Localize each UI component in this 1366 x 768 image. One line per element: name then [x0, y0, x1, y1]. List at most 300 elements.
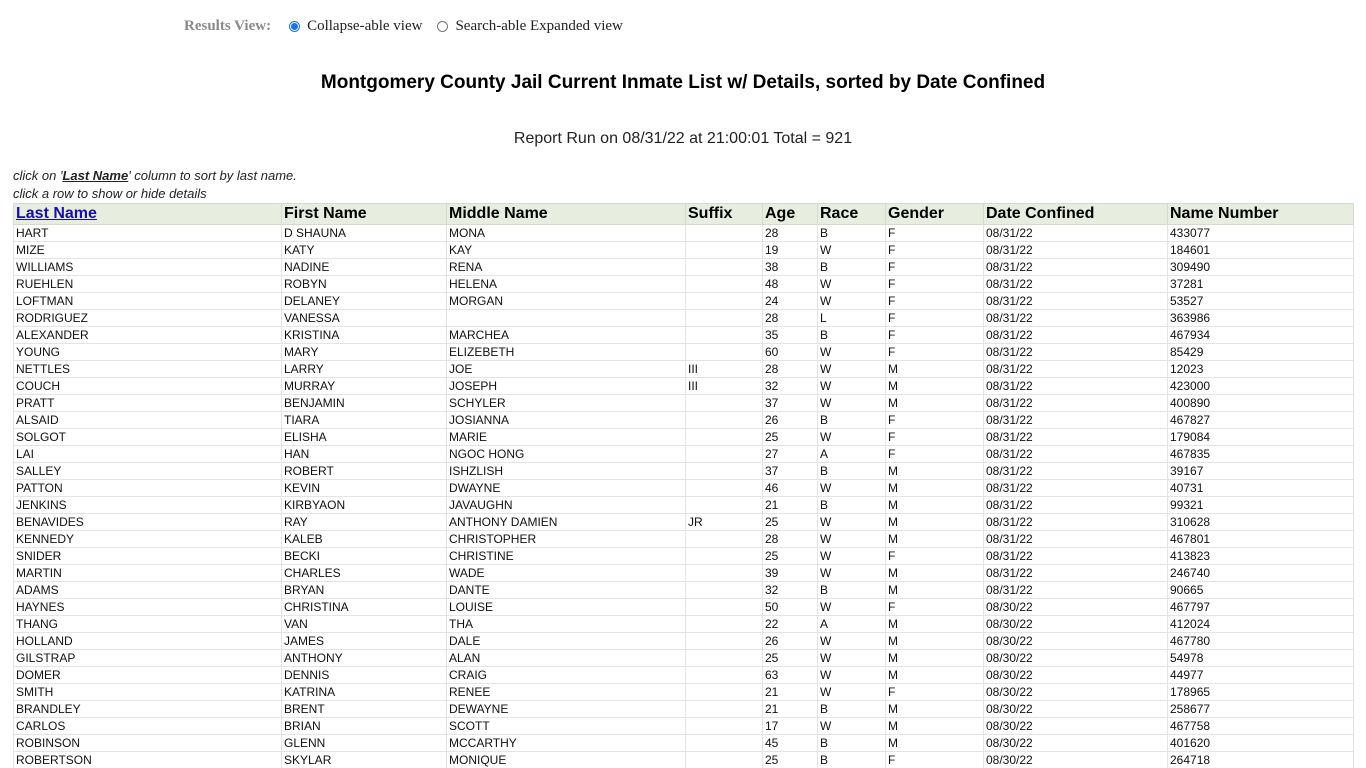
column-header-gender: Gender	[886, 204, 984, 225]
cell-date-confined: 08/30/22	[984, 718, 1168, 735]
cell-middle-name: JAVAUGHN	[447, 497, 686, 514]
cell-gender: M	[886, 480, 984, 497]
cell-suffix	[686, 667, 763, 684]
cell-suffix	[686, 395, 763, 412]
cell-date-confined: 08/31/22	[984, 463, 1168, 480]
results-view-selector	[184, 15, 638, 37]
cell-name-number: 467758	[1168, 718, 1354, 735]
cell-last-name: ADAMS	[14, 582, 282, 599]
cell-middle-name: CRAIG	[447, 667, 686, 684]
cell-suffix	[686, 582, 763, 599]
cell-last-name: WILLIAMS	[14, 259, 282, 276]
cell-last-name: DOMER	[14, 667, 282, 684]
cell-date-confined: 08/31/22	[984, 582, 1168, 599]
cell-age: 35	[763, 327, 818, 344]
cell-date-confined: 08/31/22	[984, 412, 1168, 429]
cell-first-name: BECKI	[282, 548, 447, 565]
table-row[interactable]	[14, 684, 1354, 701]
cell-age: 50	[763, 599, 818, 616]
cell-middle-name: ELIZEBETH	[447, 344, 686, 361]
cell-first-name: VAN	[282, 616, 447, 633]
cell-age: 60	[763, 344, 818, 361]
table-row[interactable]	[14, 752, 1354, 768]
cell-date-confined: 08/31/22	[984, 446, 1168, 463]
cell-middle-name: ALAN	[447, 650, 686, 667]
cell-last-name: ALEXANDER	[14, 327, 282, 344]
cell-suffix	[686, 616, 763, 633]
cell-age: 22	[763, 616, 818, 633]
cell-age: 37	[763, 395, 818, 412]
cell-date-confined: 08/31/22	[984, 395, 1168, 412]
cell-gender: M	[886, 497, 984, 514]
table-row[interactable]	[14, 310, 1354, 327]
table-row[interactable]	[14, 650, 1354, 667]
table-row[interactable]	[14, 633, 1354, 650]
column-header-date-confined: Date Confined	[984, 204, 1168, 225]
cell-age: 39	[763, 565, 818, 582]
cell-name-number: 258677	[1168, 701, 1354, 718]
report-run-info: Report Run on 08/31/22 at 21:00:01 Total = 921	[513, 130, 853, 147]
cell-suffix	[686, 293, 763, 310]
cell-race: W	[818, 565, 886, 582]
column-header-name-number: Name Number	[1168, 204, 1354, 225]
cell-date-confined: 08/31/22	[984, 259, 1168, 276]
cell-last-name: HART	[14, 225, 282, 242]
cell-race: W	[818, 514, 886, 531]
cell-date-confined: 08/31/22	[984, 514, 1168, 531]
cell-middle-name: ISHZLISH	[447, 463, 686, 480]
cell-gender: M	[886, 718, 984, 735]
cell-first-name: ELISHA	[282, 429, 447, 446]
table-row[interactable]	[14, 446, 1354, 463]
column-header-race: Race	[818, 204, 886, 225]
cell-first-name: BENJAMIN	[282, 395, 447, 412]
cell-last-name: BENAVIDES	[14, 514, 282, 531]
cell-age: 45	[763, 735, 818, 752]
cell-suffix	[686, 242, 763, 259]
cell-last-name: RUEHLEN	[14, 276, 282, 293]
cell-date-confined: 08/31/22	[984, 293, 1168, 310]
cell-gender: M	[886, 361, 984, 378]
cell-last-name: SALLEY	[14, 463, 282, 480]
cell-race: A	[818, 446, 886, 463]
cell-first-name: HAN	[282, 446, 447, 463]
cell-suffix	[686, 735, 763, 752]
cell-date-confined: 08/31/22	[984, 361, 1168, 378]
table-row[interactable]	[14, 429, 1354, 446]
cell-first-name: KALEB	[282, 531, 447, 548]
cell-age: 46	[763, 480, 818, 497]
cell-last-name: SMITH	[14, 684, 282, 701]
table-row[interactable]	[14, 548, 1354, 565]
cell-last-name: PATTON	[14, 480, 282, 497]
cell-suffix	[686, 310, 763, 327]
cell-date-confined: 08/31/22	[984, 480, 1168, 497]
cell-name-number: 179084	[1168, 429, 1354, 446]
cell-suffix	[686, 327, 763, 344]
cell-date-confined: 08/31/22	[984, 531, 1168, 548]
cell-middle-name: MONIQUE	[447, 752, 686, 768]
cell-age: 37	[763, 463, 818, 480]
cell-name-number: 264718	[1168, 752, 1354, 768]
cell-race: W	[818, 378, 886, 395]
cell-name-number: 423000	[1168, 378, 1354, 395]
cell-last-name: LOFTMAN	[14, 293, 282, 310]
cell-gender: F	[886, 276, 984, 293]
cell-suffix	[686, 599, 763, 616]
cell-middle-name: SCOTT	[447, 718, 686, 735]
table-row[interactable]	[14, 378, 1354, 395]
cell-date-confined: 08/30/22	[984, 701, 1168, 718]
cell-middle-name: LOUISE	[447, 599, 686, 616]
cell-suffix	[686, 650, 763, 667]
cell-race: B	[818, 327, 886, 344]
cell-name-number: 413823	[1168, 548, 1354, 565]
cell-last-name: LAI	[14, 446, 282, 463]
cell-gender: M	[886, 701, 984, 718]
column-header-age: Age	[763, 204, 818, 225]
cell-middle-name: MARIE	[447, 429, 686, 446]
cell-name-number: 39167	[1168, 463, 1354, 480]
cell-name-number: 433077	[1168, 225, 1354, 242]
table-row[interactable]	[14, 616, 1354, 633]
table-row[interactable]	[14, 718, 1354, 735]
cell-middle-name	[447, 310, 686, 327]
cell-middle-name: CHRISTINE	[447, 548, 686, 565]
cell-name-number: 467934	[1168, 327, 1354, 344]
cell-middle-name: DALE	[447, 633, 686, 650]
cell-age: 63	[763, 667, 818, 684]
table-row[interactable]	[14, 225, 1354, 242]
collapsible-view-option[interactable]	[289, 18, 422, 35]
cell-race: B	[818, 463, 886, 480]
cell-last-name: ROBINSON	[14, 735, 282, 752]
cell-last-name: GILSTRAP	[14, 650, 282, 667]
cell-race: B	[818, 582, 886, 599]
cell-first-name: CHARLES	[282, 565, 447, 582]
cell-name-number: 178965	[1168, 684, 1354, 701]
cell-name-number: 53527	[1168, 293, 1354, 310]
table-row[interactable]	[14, 259, 1354, 276]
cell-middle-name: DANTE	[447, 582, 686, 599]
cell-race: W	[818, 293, 886, 310]
cell-age: 25	[763, 548, 818, 565]
cell-gender: F	[886, 684, 984, 701]
column-header-last-name[interactable]: Last Name	[14, 204, 282, 225]
cell-last-name: CARLOS	[14, 718, 282, 735]
cell-last-name: SNIDER	[14, 548, 282, 565]
cell-suffix: III	[686, 378, 763, 395]
table-row[interactable]	[14, 412, 1354, 429]
cell-gender: M	[886, 531, 984, 548]
cell-race: B	[818, 752, 886, 768]
table-row[interactable]	[14, 514, 1354, 531]
sort-hint-prefix: click on '	[13, 168, 63, 183]
cell-first-name: BRENT	[282, 701, 447, 718]
cell-race: L	[818, 310, 886, 327]
cell-suffix: III	[686, 361, 763, 378]
cell-gender: F	[886, 752, 984, 768]
cell-name-number: 37281	[1168, 276, 1354, 293]
cell-name-number: 44977	[1168, 667, 1354, 684]
cell-race: W	[818, 599, 886, 616]
cell-age: 21	[763, 684, 818, 701]
cell-date-confined: 08/31/22	[984, 344, 1168, 361]
cell-middle-name: THA	[447, 616, 686, 633]
sort-hint-suffix: ' column to sort by last name.	[128, 168, 297, 183]
cell-first-name: JAMES	[282, 633, 447, 650]
cell-first-name: SKYLAR	[282, 752, 447, 768]
cell-name-number: 54978	[1168, 650, 1354, 667]
cell-age: 25	[763, 752, 818, 768]
cell-race: W	[818, 667, 886, 684]
cell-suffix	[686, 463, 763, 480]
table-row[interactable]	[14, 667, 1354, 684]
cell-date-confined: 08/31/22	[984, 565, 1168, 582]
cell-race: W	[818, 395, 886, 412]
cell-name-number: 467780	[1168, 633, 1354, 650]
cell-race: B	[818, 735, 886, 752]
cell-first-name: DELANEY	[282, 293, 447, 310]
cell-gender: F	[886, 599, 984, 616]
cell-suffix	[686, 259, 763, 276]
cell-race: W	[818, 718, 886, 735]
cell-race: W	[818, 242, 886, 259]
sort-hint-link: Last Name	[62, 168, 129, 183]
column-header-middle-name: Middle Name	[447, 204, 686, 225]
cell-suffix	[686, 225, 763, 242]
cell-age: 48	[763, 276, 818, 293]
table-row[interactable]	[14, 463, 1354, 480]
cell-first-name: CHRISTINA	[282, 599, 447, 616]
cell-last-name: HAYNES	[14, 599, 282, 616]
cell-gender: F	[886, 242, 984, 259]
cell-last-name: MIZE	[14, 242, 282, 259]
cell-suffix	[686, 752, 763, 768]
cell-age: 25	[763, 650, 818, 667]
table-row[interactable]	[14, 361, 1354, 378]
cell-last-name: PRATT	[14, 395, 282, 412]
cell-first-name: KATY	[282, 242, 447, 259]
cell-name-number: 40731	[1168, 480, 1354, 497]
sort-hint	[13, 168, 297, 183]
cell-date-confined: 08/30/22	[984, 633, 1168, 650]
expanded-view-option[interactable]	[437, 18, 622, 35]
cell-suffix	[686, 429, 763, 446]
cell-first-name: DENNIS	[282, 667, 447, 684]
cell-suffix: JR	[686, 514, 763, 531]
cell-gender: F	[886, 327, 984, 344]
table-row[interactable]	[14, 242, 1354, 259]
cell-race: W	[818, 429, 886, 446]
cell-last-name: THANG	[14, 616, 282, 633]
cell-middle-name: DEWAYNE	[447, 701, 686, 718]
cell-middle-name: RENEE	[447, 684, 686, 701]
cell-gender: M	[886, 667, 984, 684]
cell-gender: F	[886, 293, 984, 310]
cell-first-name: ANTHONY	[282, 650, 447, 667]
table-body	[14, 225, 1354, 768]
cell-race: B	[818, 225, 886, 242]
table-row[interactable]	[14, 344, 1354, 361]
cell-name-number: 467801	[1168, 531, 1354, 548]
cell-first-name: KATRINA	[282, 684, 447, 701]
cell-last-name: BRANDLEY	[14, 701, 282, 718]
cell-age: 21	[763, 701, 818, 718]
cell-middle-name: ANTHONY DAMIEN	[447, 514, 686, 531]
cell-name-number: 310628	[1168, 514, 1354, 531]
cell-gender: M	[886, 395, 984, 412]
cell-first-name: TIARA	[282, 412, 447, 429]
cell-gender: M	[886, 378, 984, 395]
cell-last-name: NETTLES	[14, 361, 282, 378]
cell-suffix	[686, 412, 763, 429]
cell-first-name: GLENN	[282, 735, 447, 752]
cell-last-name: YOUNG	[14, 344, 282, 361]
cell-age: 25	[763, 514, 818, 531]
cell-first-name: NADINE	[282, 259, 447, 276]
expanded-view-label[interactable]: Search-able Expanded view	[455, 17, 623, 34]
cell-race: W	[818, 531, 886, 548]
expanded-view-radio[interactable]	[437, 21, 448, 32]
cell-age: 24	[763, 293, 818, 310]
cell-age: 32	[763, 378, 818, 395]
cell-name-number: 467835	[1168, 446, 1354, 463]
cell-middle-name: HELENA	[447, 276, 686, 293]
table-row[interactable]	[14, 327, 1354, 344]
table-row[interactable]	[14, 276, 1354, 293]
cell-age: 25	[763, 429, 818, 446]
cell-age: 28	[763, 310, 818, 327]
table-row[interactable]	[14, 701, 1354, 718]
cell-race: A	[818, 616, 886, 633]
cell-age: 28	[763, 531, 818, 548]
cell-date-confined: 08/31/22	[984, 310, 1168, 327]
cell-last-name: ROBERTSON	[14, 752, 282, 768]
cell-name-number: 401620	[1168, 735, 1354, 752]
table-row[interactable]	[14, 599, 1354, 616]
cell-date-confined: 08/31/22	[984, 378, 1168, 395]
cell-age: 38	[763, 259, 818, 276]
cell-name-number: 309490	[1168, 259, 1354, 276]
cell-first-name: VANESSA	[282, 310, 447, 327]
cell-middle-name: DWAYNE	[447, 480, 686, 497]
cell-suffix	[686, 701, 763, 718]
cell-name-number: 467827	[1168, 412, 1354, 429]
cell-race: W	[818, 684, 886, 701]
cell-middle-name: JOSIANNA	[447, 412, 686, 429]
cell-gender: M	[886, 582, 984, 599]
cell-gender: M	[886, 650, 984, 667]
page-title: Montgomery County Jail Current Inmate List w/ Details, sorted by Date Confined	[320, 72, 1046, 93]
table-row[interactable]	[14, 582, 1354, 599]
table-row[interactable]	[14, 293, 1354, 310]
cell-race: W	[818, 548, 886, 565]
cell-date-confined: 08/30/22	[984, 752, 1168, 768]
cell-first-name: ROBERT	[282, 463, 447, 480]
cell-first-name: KEVIN	[282, 480, 447, 497]
cell-middle-name: MARCHEA	[447, 327, 686, 344]
results-view-label: Results View:	[184, 17, 272, 34]
cell-first-name: KIRBYAON	[282, 497, 447, 514]
cell-first-name: ROBYN	[282, 276, 447, 293]
table-row[interactable]	[14, 735, 1354, 752]
cell-date-confined: 08/30/22	[984, 735, 1168, 752]
cell-name-number: 412024	[1168, 616, 1354, 633]
cell-name-number: 363986	[1168, 310, 1354, 327]
cell-age: 17	[763, 718, 818, 735]
cell-gender: F	[886, 310, 984, 327]
cell-date-confined: 08/30/22	[984, 667, 1168, 684]
cell-race: B	[818, 412, 886, 429]
cell-suffix	[686, 684, 763, 701]
cell-date-confined: 08/30/22	[984, 599, 1168, 616]
cell-suffix	[686, 548, 763, 565]
toggle-hint: click a row to show or hide details	[13, 186, 207, 201]
column-header-suffix: Suffix	[686, 204, 763, 225]
cell-date-confined: 08/31/22	[984, 327, 1168, 344]
cell-name-number: 184601	[1168, 242, 1354, 259]
cell-race: W	[818, 344, 886, 361]
cell-age: 28	[763, 361, 818, 378]
collapsible-view-label[interactable]: Collapse-able view	[307, 17, 423, 34]
cell-race: W	[818, 633, 886, 650]
cell-name-number: 85429	[1168, 344, 1354, 361]
cell-middle-name: JOE	[447, 361, 686, 378]
cell-suffix	[686, 480, 763, 497]
cell-race: W	[818, 480, 886, 497]
table-row[interactable]	[14, 531, 1354, 548]
cell-last-name: HOLLAND	[14, 633, 282, 650]
cell-gender: F	[886, 429, 984, 446]
cell-last-name: KENNEDY	[14, 531, 282, 548]
cell-suffix	[686, 633, 763, 650]
cell-suffix	[686, 718, 763, 735]
table-row[interactable]	[14, 497, 1354, 514]
cell-middle-name: MCCARTHY	[447, 735, 686, 752]
table-row[interactable]	[14, 395, 1354, 412]
cell-age: 27	[763, 446, 818, 463]
cell-name-number: 400890	[1168, 395, 1354, 412]
table-row[interactable]	[14, 565, 1354, 582]
cell-age: 32	[763, 582, 818, 599]
cell-middle-name: KAY	[447, 242, 686, 259]
cell-date-confined: 08/31/22	[984, 497, 1168, 514]
cell-gender: M	[886, 633, 984, 650]
cell-date-confined: 08/31/22	[984, 225, 1168, 242]
cell-date-confined: 08/30/22	[984, 684, 1168, 701]
cell-gender: F	[886, 446, 984, 463]
table-row[interactable]	[14, 480, 1354, 497]
cell-first-name: KRISTINA	[282, 327, 447, 344]
cell-age: 28	[763, 225, 818, 242]
cell-race: W	[818, 276, 886, 293]
cell-date-confined: 08/30/22	[984, 616, 1168, 633]
cell-first-name: MURRAY	[282, 378, 447, 395]
cell-first-name: LARRY	[282, 361, 447, 378]
cell-suffix	[686, 531, 763, 548]
cell-first-name: BRYAN	[282, 582, 447, 599]
cell-race: W	[818, 361, 886, 378]
cell-gender: M	[886, 735, 984, 752]
cell-middle-name: NGOC HONG	[447, 446, 686, 463]
cell-date-confined: 08/30/22	[984, 650, 1168, 667]
collapsible-view-radio[interactable]	[289, 21, 300, 32]
cell-middle-name: RENA	[447, 259, 686, 276]
cell-first-name: MARY	[282, 344, 447, 361]
cell-gender: M	[886, 463, 984, 480]
cell-gender: M	[886, 616, 984, 633]
